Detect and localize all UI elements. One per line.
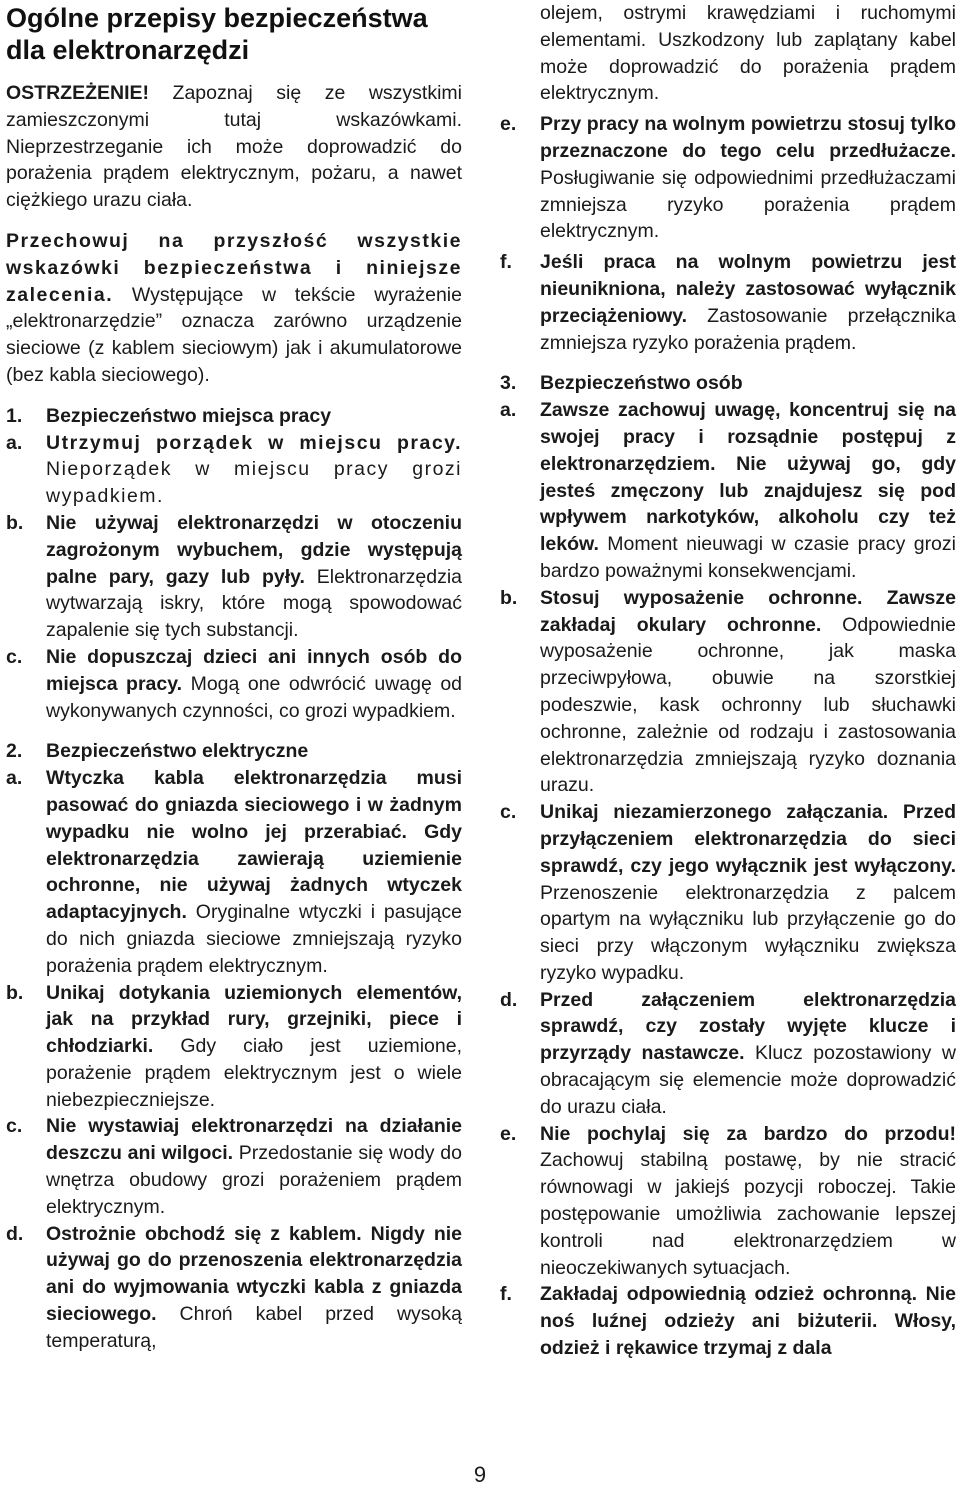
item-marker: b. xyxy=(500,586,518,609)
item-text: Klucz pozostawiony w obracającym się elemencie może doprowadzić do urazu ciała. xyxy=(540,1042,957,1118)
section-number: 1. xyxy=(6,404,23,427)
item-text: Chroń kabel przed wysoką temperaturą, xyxy=(46,1303,462,1352)
item-marker: c. xyxy=(6,645,23,668)
item-text: Moment nieuwagi w czasie pracy grozi bardzo poważnymi konsekwencjami. xyxy=(540,533,956,582)
left-column xyxy=(6,0,462,1355)
warning-text: Zapoznaj się ze wszystkimi zamieszczonymi tutaj wskazówkami. Nieprzestrzeganie ich może doprowadzić do porażenia prądem elektrycznym, pożaru, a nawet ciężkiego urazu ciała. xyxy=(6,82,462,212)
list-item xyxy=(500,249,956,356)
section-heading xyxy=(6,403,462,430)
item-marker: e. xyxy=(500,1122,517,1145)
item-marker: a. xyxy=(500,399,517,422)
item-marker: c. xyxy=(500,801,517,824)
item-content xyxy=(46,1221,462,1355)
section-title: Bezpieczeństwo elektryczne xyxy=(46,740,309,763)
item-marker: f. xyxy=(500,251,512,274)
item-bold: Unikaj dotykania uziemionych elementów, jak na przykład rury, grzejniki, piece i chłodziarki. xyxy=(46,981,462,1058)
item-bold: Unikaj niezamierzonego załączania. Przed przyłączeniem elektronarzędzia do sieci sprawdź, czy jego wyłącznik jest wyłączony. xyxy=(540,801,956,877)
item-content xyxy=(540,1281,956,1361)
item-text: Oryginalne wtyczki i pasujące do nich gniazda sieciowe zmniejszają ryzyko porażenia prądem elektrycznym. xyxy=(46,901,462,977)
item-content xyxy=(540,585,956,799)
warning-paragraph xyxy=(6,80,462,214)
item-bold: Zawsze zachowuj uwagę, koncentruj się na swojej pracy i rozsądnie postępuj z elektronarzędziem. Nie używaj go, gdy jesteś zmęczony lub znajdujesz się pod wpływem narkotyków, alkoholu czy też leków. xyxy=(540,399,956,556)
list-item xyxy=(500,799,956,987)
item-marker: a. xyxy=(6,767,23,790)
item-marker: e. xyxy=(500,113,517,136)
item-content xyxy=(540,1121,956,1282)
item-bold: Przy pracy na wolnym powietrzu stosuj tylko przeznaczone do tego celu przedłużacze. xyxy=(540,113,956,162)
list-item xyxy=(6,430,462,510)
item-text: Nieporządek w miejscu pracy grozi wypadkiem. xyxy=(46,458,462,508)
section-title: Bezpieczeństwo miejsca pracy xyxy=(46,404,332,427)
item-content xyxy=(46,644,462,724)
item-bold: Stosuj wyposażenie ochronne. Zawsze zakładaj okulary ochronne. xyxy=(540,586,956,636)
item-content xyxy=(46,1113,462,1220)
list-item xyxy=(500,987,956,1121)
right-column xyxy=(500,0,956,1362)
item-bold: Utrzymuj porządek w miejscu pracy. xyxy=(46,431,462,454)
list-item xyxy=(500,1121,956,1282)
item-content xyxy=(540,249,956,356)
item-marker: d. xyxy=(6,1222,24,1245)
section-work-area-safety xyxy=(6,403,462,725)
section-number: 2. xyxy=(6,740,23,763)
item-bold: Nie wystawiaj elektronarzędzi na działanie deszczu ani wilgoci. xyxy=(46,1115,462,1165)
item-content xyxy=(46,430,462,510)
list-item xyxy=(6,510,462,644)
section-heading xyxy=(6,738,462,765)
item-content xyxy=(540,397,956,585)
page-number: 9 xyxy=(473,1462,487,1487)
keep-instructions-paragraph xyxy=(6,228,462,389)
section-title: Bezpieczeństwo osób xyxy=(540,372,743,395)
item-bold: Nie pochylaj się za bardzo do przodu! xyxy=(540,1122,956,1145)
item-bold: Nie dopuszczaj dzieci ani innych osób do miejsca pracy. xyxy=(46,645,462,695)
item-marker: f. xyxy=(500,1283,512,1306)
item-text: Posługiwanie się odpowiednimi przedłużaczami zmniejsza ryzyko porażenia prądem elektrycznym. xyxy=(540,166,956,243)
list-item xyxy=(6,765,462,979)
keep-instructions-bold: Przechowuj na przyszłość wszystkie wskazówki bezpieczeństwa i niniejsze zalecenia. xyxy=(6,229,462,306)
item-bold: Zakładaj odpowiednią odzież ochronną. Nie noś luźnej odzieży ani biżuterii. Włosy, odzież i rękawice trzymaj z dala xyxy=(540,1283,956,1360)
item-content xyxy=(46,980,462,1114)
continued-text: olejem, ostrymi krawędziami i ruchomymi elementami. Uszkodzony lub zaplątany kabel może doprowadzić do porażenia prądem elektrycznym. xyxy=(540,2,956,105)
list-item xyxy=(6,644,462,724)
item-text: Gdy ciało jest uziemione, porażenie prądem elektrycznym jest o wiele niebezpieczniejsze. xyxy=(46,1035,462,1111)
item-bold: Wtyczka kabla elektronarzędzia musi pasować do gniazda sieciowego i w żadnym wypadku nie wolno jej przerabiać. Gdy elektronarzędzia zawierają uziemienie ochronne, nie używaj żadnych wtyczek adaptacyjnych. xyxy=(46,767,462,924)
list-item xyxy=(500,111,956,245)
item-content xyxy=(540,987,956,1121)
section-number: 3. xyxy=(500,372,517,395)
item-marker: a. xyxy=(6,431,23,454)
list-item xyxy=(500,397,956,585)
item-bold: Nie używaj elektronarzędzi w otoczeniu zagrożonym wybuchem, gdzie występują palne pary, gazy lub pyły. xyxy=(46,511,462,588)
item-content xyxy=(46,765,462,979)
item-text: Zachowuj stabilną postawę, by nie stracić równowagi w jakiejś pozycji roboczej. Takie postępowanie umożliwia zachowanie lepszej kontroli nad elektronarzędziem w nieoczekiwanych sytuacjach. xyxy=(540,1149,956,1279)
list-item xyxy=(6,980,462,1114)
item-bold: Przed załączeniem elektronarzędzia sprawdź, czy zostały wyjęte klucze i przyrządy nastawcze. xyxy=(540,988,956,1065)
item-text: Przedostanie się wody do wnętrza obudowy grozi porażeniem prądem elektrycznym. xyxy=(46,1142,462,1218)
item-bold: Jeśli praca na wolnym powietrzu jest nieunikniona, należy zastosować wyłącznik przeciążeniowy. xyxy=(540,251,956,327)
section-personal-safety xyxy=(500,370,956,1361)
item-marker: b. xyxy=(6,981,24,1004)
list-item xyxy=(6,1113,462,1220)
item-marker: d. xyxy=(500,988,518,1011)
item-text: Mogą one odwrócić uwagę od wykonywanych czynności, co grozi wypadkiem. xyxy=(46,672,463,722)
item-marker: c. xyxy=(6,1115,23,1138)
section-heading xyxy=(500,370,956,397)
item-text: Zastosowanie przełącznika zmniejsza ryzyko porażenia prądem. xyxy=(540,304,956,354)
list-item xyxy=(500,585,956,799)
item-text: Elektronarzędzia wytwarzają iskry, które mogą spowodować zapalenie się tych substancji. xyxy=(46,565,462,642)
item-content xyxy=(46,510,462,644)
item-text: Przenoszenie elektronarzędzia z palcem opartym na wyłączniku lub przyłączenie go do sieci przy włączonym wyłączniku zwiększa ryzyko wypadku. xyxy=(540,881,956,984)
item-marker: b. xyxy=(6,511,24,534)
item-content xyxy=(540,111,956,245)
list-item xyxy=(6,1221,462,1355)
warning-label: OSTRZEŻENIE! xyxy=(6,82,150,104)
section-electrical-safety xyxy=(6,738,462,1354)
item-bold: Ostrożnie obchodź się z kablem. Nigdy nie używaj go do przenoszenia elektronarzędzia ani do wyjmowania wtyczki kabla z gniazda sieciowego. xyxy=(46,1222,462,1326)
keep-instructions-text: Występujące w tekście wyrażenie „elektronarzędzie” oznacza zarówno urządzenie sieciowe (z kablem sieciowym) jak i akumulatorowe (bez kabla sieciowego). xyxy=(6,283,462,386)
list-item xyxy=(500,1281,956,1361)
item-content xyxy=(540,799,956,987)
item-text: Odpowiednie wyposażenie ochronne, jak maska przeciwpyłowa, obuwie na szorstkiej podeszwie, kask ochronny lub słuchawki ochronne, zależnie od rodzaju i zastosowania elektronarzędzia zmniejszają ryzyko doznania urazu. xyxy=(540,613,956,797)
page-title: Ogólne przepisy bezpieczeństwa dla elektronarzędzi xyxy=(6,3,428,65)
